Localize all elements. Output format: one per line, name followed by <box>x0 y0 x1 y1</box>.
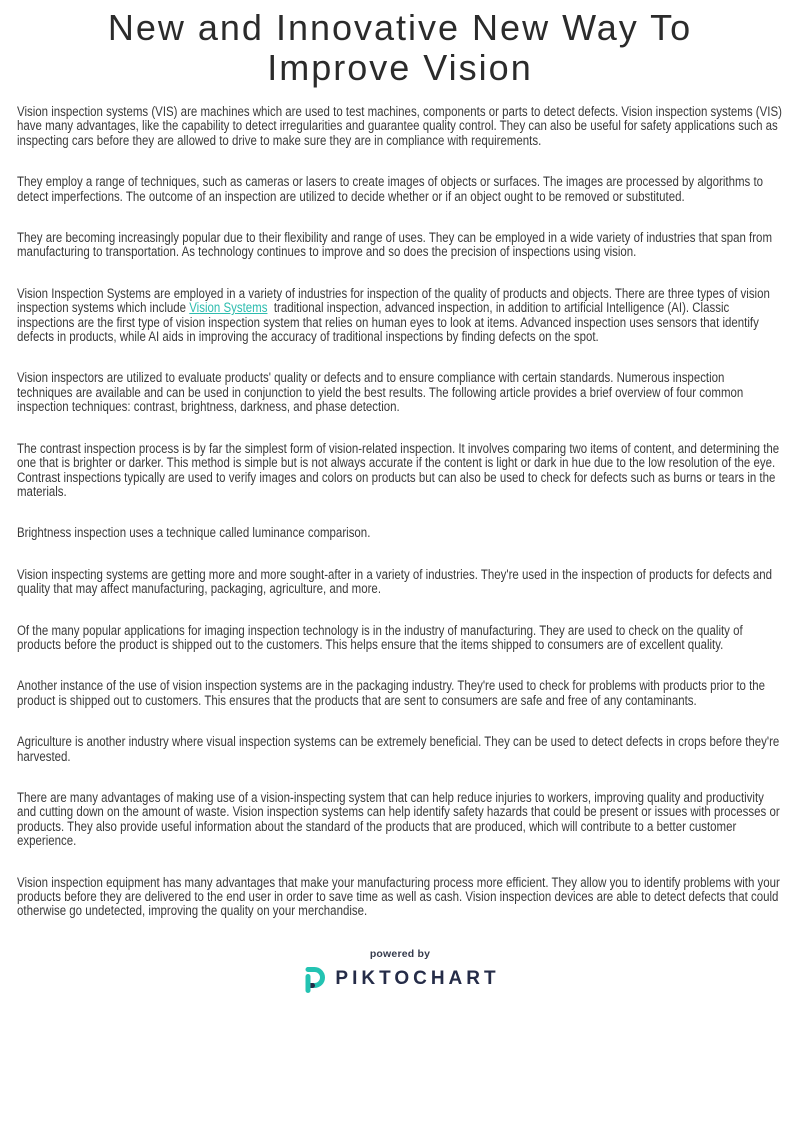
article-body <box>17 105 783 919</box>
paragraph-7: Brightness inspection uses a technique called luminance comparison. <box>17 525 371 541</box>
piktochart-logo[interactable] <box>17 965 783 993</box>
paragraph-1: Vision inspection systems (VIS) are machines which are used to test machines, components or parts to detect defects. Vision inspection systems (VIS) have many advantages, like the capability to detect irregularities and guarantee quality control. They can also be useful for safety applications such as inspecting cars before they are allowed to drive to make sure they are in compliance with requirements. <box>17 104 782 148</box>
paragraph-6: The contrast inspection process is by far the simplest form of vision-related inspection. It involves comparing two items of content, and determining the one that is brighter or darker. This method is simple but is not always accurate if the content is light or dark in hue due to the low resolution of the eye. Contrast inspections typically are used to verify images and colors on products but can also be used to check for defects such as burns or tears in the materials. <box>17 440 780 499</box>
piktochart-p-icon <box>300 965 326 993</box>
page-title-line-1: New and Innovative New Way To <box>107 7 693 48</box>
paragraph-4-text-after: traditional inspection, advanced inspection, in addition to artificial Intelligence (AI). Classic inspections are the first type of vision inspection system that relies on human eyes to look at items. Advanced inspection uses sensors that identify defects in products, while AI aids in improving the accuracy of traditional inspections by finding defects on the spot. <box>17 300 759 345</box>
paragraph-4 <box>17 287 783 345</box>
paragraph-4-text-before: Vision Inspection Systems are employed in a variety of industries for inspection of the quality of products and objects. There are three types of vision inspection systems which include <box>17 285 770 316</box>
footer <box>17 948 783 993</box>
paragraph-13: Vision inspection equipment has many advantages that make your manufacturing process more efficient. They allow you to identify problems with your products before they are delivered to the end user in order to save time as well as cash. Vision inspection devices are able to detect defects that could otherwise go undetected, improving the quality on your merchandise. <box>17 874 780 919</box>
paragraph-8: Vision inspecting systems are getting more and more sought-after in a variety of industries. They're used in the inspection of products for defects and quality that may affect manufacturing, packaging, agriculture, and more. <box>17 566 773 597</box>
paragraph-11: Agriculture is another industry where visual inspection systems can be extremely beneficial. They can be used to detect defects in crops before they're harvested. <box>17 734 780 764</box>
paragraph-2: They employ a range of techniques, such as cameras or lasers to create images of objects or surfaces. The images are processed by algorithms to detect imperfections. The outcome of an inspection are utilized to decide whether or if an object ought to be removed or substituted. <box>17 174 764 204</box>
vision-systems-link[interactable]: Vision Systems <box>189 300 268 316</box>
paragraph-12: There are many advantages of making use of a vision-inspecting system that can help reduce injuries to workers, improving quality and productivity and cutting down on the amount of waste. Vision inspection systems can help identify safety hazards that could be present or issues with processes or products. They also provide useful information about the standard of the products that are produced, which will contribute to a better customer experience. <box>17 789 780 849</box>
powered-by-label: powered by <box>369 947 431 960</box>
paragraph-9: Of the many popular applications for imaging inspection technology is in the industry of manufacturing. They are used to check on the quality of products before the product is shipped out to the customers. This helps ensure that the items shipped to consumers are of excellent quality. <box>17 622 743 652</box>
piktochart-wordmark: PIKTOCHART <box>335 967 500 989</box>
page-title <box>17 8 783 88</box>
paragraph-3: They are becoming increasingly popular due to their flexibility and range of uses. They can be employed in a wide variety of industries that span from manufacturing to transportation. As technology continues to improve and so does the precision of inspections using vision. <box>17 230 773 260</box>
paragraph-10: Another instance of the use of vision inspection systems are in the packaging industry. They're used to check for problems with products prior to the product is shipped out to customers. This ensures that the products that are sent to consumers are safe and free of any contaminants. <box>17 678 766 708</box>
paragraph-5: Vision inspectors are utilized to evaluate products' quality or defects and to ensure compliance with certain standards. Numerous inspection techniques are available and can be used in conjunction to yield the best results. The following article provides a brief overview of four common inspection techniques: contrast, brightness, darkness, and phase detection. <box>17 370 744 415</box>
page-title-line-2: Improve Vision <box>267 47 533 88</box>
